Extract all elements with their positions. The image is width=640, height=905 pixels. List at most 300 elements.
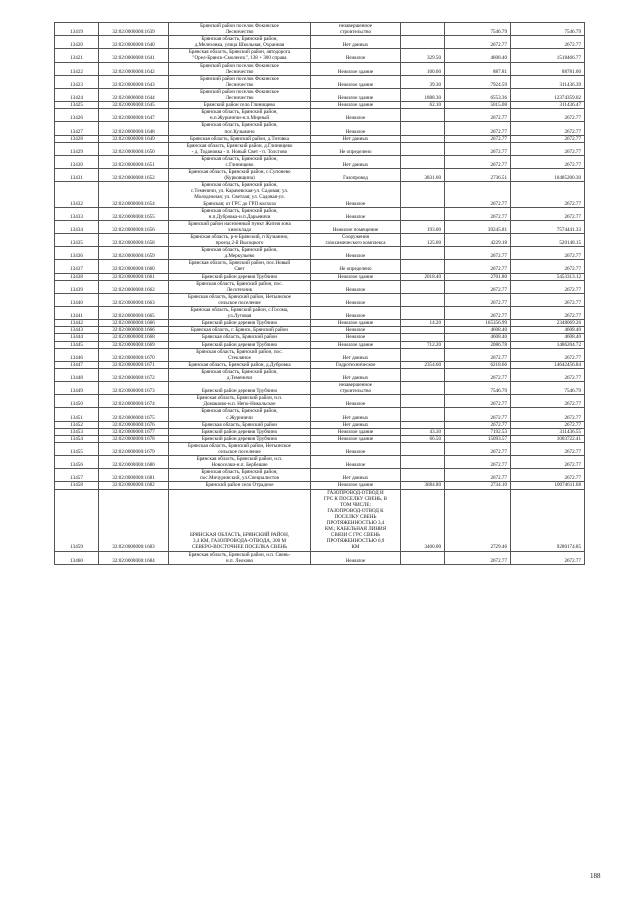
table-row bbox=[55, 348, 585, 361]
area-cell: 2018.40 bbox=[401, 273, 445, 280]
table-row bbox=[55, 341, 585, 348]
object-type-cell: незавершенное строительство bbox=[311, 23, 401, 36]
table-row bbox=[55, 395, 585, 408]
object-type-cell: Нежилое здание bbox=[311, 62, 401, 75]
unit-value-cell: 7192.53 bbox=[445, 428, 511, 435]
object-type-cell: ГАЗОПРОВОД-ОТВОД И ГРС К ПОСЕЛКУ СВЕНЬ, В ТОМ ЧИСЛЕ: ГАЗОПРОВОД-ОТВОД К ПОСЕЛКУ СВЕНЬ ПРОТЯЖЕННОСТЬЮ 3,4 КМ.; КАБЕЛЬНАЯ ЛИНИЯ СВЯЗИ С ГРС СВЕНЬ ПРОТЯЖЕННОСТЬЮ 6,9 КМ bbox=[311, 489, 401, 551]
cadastral-number-cell: 32:02:0000000:1668 bbox=[99, 334, 169, 341]
object-type-cell: Нет данных bbox=[311, 36, 401, 49]
row-number-cell: 13428 bbox=[55, 135, 99, 142]
cadastral-value-cell: 2672.77 bbox=[511, 122, 585, 135]
address-cell: Брянский район село Глинищево bbox=[169, 102, 311, 109]
area-cell bbox=[401, 182, 445, 207]
row-number-cell: 13432 bbox=[55, 182, 99, 207]
address-cell: Брянская область, Брянский район, с.Журиничи bbox=[169, 408, 311, 421]
object-type-cell: Нежилое bbox=[311, 327, 401, 334]
cadastral-value-cell: 2672.77 bbox=[511, 307, 585, 320]
table-row bbox=[55, 489, 585, 551]
cadastral-number-cell: 32:02:0000000:1651 bbox=[99, 155, 169, 168]
address-cell: БРЯНСКАЯ ОБЛАСТЬ, БРЯНСКИЙ РАЙОН, 3,4 КМ, ГАЗОПРОВОДА-ОТВОДА, 300 М СЕВЕРО-ВОСТОЧНЕЕ ПОСЕЛКА СВЕНЬ bbox=[169, 489, 311, 551]
table-row bbox=[55, 155, 585, 168]
table-row bbox=[55, 23, 585, 36]
table-row bbox=[55, 320, 585, 327]
table-row bbox=[55, 551, 585, 564]
address-cell: Брянская область, Брянский район, пос.Мичуринский, ул.Специалистов bbox=[169, 469, 311, 482]
row-number-cell: 13422 bbox=[55, 62, 99, 75]
unit-value-cell: 2672.77 bbox=[445, 142, 511, 155]
object-type-cell: Нет данных bbox=[311, 368, 401, 381]
row-number-cell: 13434 bbox=[55, 220, 99, 233]
area-cell: 712.20 bbox=[401, 341, 445, 348]
address-cell: Брянская область, Брянский район, н.п. Домашово-н.п. Непо-Никольское bbox=[169, 395, 311, 408]
cadastral-number-cell: 32:02:0000000:1679 bbox=[99, 442, 169, 455]
area-cell bbox=[401, 348, 445, 361]
area-cell: 43.30 bbox=[401, 428, 445, 435]
address-cell: Брянский район населенный пункт Житня зона химсклада bbox=[169, 220, 311, 233]
object-type-cell: Нет данных bbox=[311, 348, 401, 361]
cadastral-value-cell: 14642456.84 bbox=[511, 361, 585, 368]
cadastral-number-cell: 32:02:0000000:1641 bbox=[99, 49, 169, 62]
unit-value-cell: 2672.77 bbox=[445, 182, 511, 207]
unit-value-cell: 2672.77 bbox=[445, 408, 511, 421]
table-row bbox=[55, 442, 585, 455]
address-cell: Брянская область, Брянский район bbox=[169, 334, 311, 341]
object-type-cell: Нежилое bbox=[311, 395, 401, 408]
object-type-cell: Нежилое bbox=[311, 307, 401, 320]
table-row bbox=[55, 382, 585, 395]
object-type-cell: Нежилое bbox=[311, 207, 401, 220]
object-type-cell: Нежилое bbox=[311, 122, 401, 135]
table-row bbox=[55, 368, 585, 381]
table-row bbox=[55, 280, 585, 293]
table-row bbox=[55, 247, 585, 260]
address-cell: Брянский район деревня Трубчино bbox=[169, 382, 311, 395]
cadastral-number-cell: 32:02:0000000:1666 bbox=[99, 327, 169, 334]
cadastral-value-cell: 2672.77 bbox=[511, 456, 585, 469]
table-row bbox=[55, 327, 585, 334]
object-type-cell: Нежилое здание bbox=[311, 273, 401, 280]
area-cell bbox=[401, 36, 445, 49]
area-cell: 100.00 bbox=[401, 62, 445, 75]
area-cell bbox=[401, 382, 445, 395]
unit-value-cell: 2672.77 bbox=[445, 368, 511, 381]
cadastral-value-cell: 2672.77 bbox=[511, 442, 585, 455]
address-cell: Брянский район деревня Трубчино bbox=[169, 428, 311, 435]
table-row bbox=[55, 469, 585, 482]
unit-value-cell: 165356.99 bbox=[445, 320, 511, 327]
cadastral-number-cell: 32:02:0000000:1683 bbox=[99, 489, 169, 551]
cadastral-value-cell: 12374359.02 bbox=[511, 88, 585, 101]
object-type-cell: Нет данных bbox=[311, 135, 401, 142]
cadastral-number-cell: 32:02:0000000:1681 bbox=[99, 469, 169, 482]
table-row bbox=[55, 220, 585, 233]
address-cell: Брянский район поселок Фокинское Лесничество bbox=[169, 23, 311, 36]
cadastral-number-cell: 32:02:0000000:1682 bbox=[99, 482, 169, 489]
unit-value-cell: 2672.77 bbox=[445, 442, 511, 455]
object-type-cell: незавершенное строительство bbox=[311, 382, 401, 395]
table-row bbox=[55, 408, 585, 421]
object-type-cell: Нежилое здание bbox=[311, 320, 401, 327]
cadastral-value-cell: 7546.79 bbox=[511, 382, 585, 395]
area-cell bbox=[401, 247, 445, 260]
cadastral-number-cell: 32:02:0000000:1644 bbox=[99, 88, 169, 101]
object-type-cell: Сооружения газохимического комплекса bbox=[311, 234, 401, 247]
table-row bbox=[55, 88, 585, 101]
cadastral-number-cell: 32:02:0000000:1654 bbox=[99, 182, 169, 207]
cadastral-value-cell: 311436.55 bbox=[511, 428, 585, 435]
table-row bbox=[55, 273, 585, 280]
cadastral-number-cell: 32:02:0000000:1674 bbox=[99, 395, 169, 408]
cadastral-number-cell: 32:02:0000000:1661 bbox=[99, 273, 169, 280]
unit-value-cell: 2729.46 bbox=[445, 489, 511, 551]
address-cell: Брянская область, р-н Брянский, п Кузьмино, проезд 2-й Высоцкого bbox=[169, 234, 311, 247]
row-number-cell: 13438 bbox=[55, 273, 99, 280]
unit-value-cell: 7546.79 bbox=[445, 23, 511, 36]
unit-value-cell: 2701.80 bbox=[445, 273, 511, 280]
address-cell: Брянская область, Брянский район, с.Госома, ул.Луговая bbox=[169, 307, 311, 320]
cadastral-number-cell: 32:02:0000000:1677 bbox=[99, 428, 169, 435]
address-cell: Брянская область, Брянский район, н.п. Свень- н.п. Леохово bbox=[169, 551, 311, 564]
row-number-cell: 13439 bbox=[55, 280, 99, 293]
unit-value-cell: 6553.36 bbox=[445, 88, 511, 101]
cadastral-value-cell: 2672.77 bbox=[511, 469, 585, 482]
area-cell: 125.00 bbox=[401, 234, 445, 247]
unit-value-cell: 39245.81 bbox=[445, 220, 511, 233]
row-number-cell: 13426 bbox=[55, 109, 99, 122]
cadastral-value-cell: 2672.77 bbox=[511, 395, 585, 408]
row-number-cell: 13445 bbox=[55, 341, 99, 348]
address-cell: Брянская область, Брянский район, с.Супонево (Курковщина) bbox=[169, 169, 311, 182]
address-cell: Брянский район деревня Трубчино bbox=[169, 320, 311, 327]
cadastral-value-cell: 2348069.26 bbox=[511, 320, 585, 327]
area-cell bbox=[401, 155, 445, 168]
object-type-cell: Нежилое здание bbox=[311, 75, 401, 88]
table-row bbox=[55, 102, 585, 109]
address-cell: Брянский район село Отрадное bbox=[169, 482, 311, 489]
cadastral-value-cell: 7574441.33 bbox=[511, 220, 585, 233]
row-number-cell: 13424 bbox=[55, 88, 99, 101]
object-type-cell: Нежилое bbox=[311, 247, 401, 260]
address-cell: Брянская область, г. Брянск, Брянский район bbox=[169, 327, 311, 334]
area-cell bbox=[401, 442, 445, 455]
area-cell: 62.10 bbox=[401, 102, 445, 109]
unit-value-cell: 2734.10 bbox=[445, 482, 511, 489]
unit-value-cell: 5015.08 bbox=[445, 102, 511, 109]
cadastral-value-cell: 2672.77 bbox=[511, 109, 585, 122]
cadastral-number-cell: 32:02:0000000:1642 bbox=[99, 62, 169, 75]
cadastral-number-cell: 32:02:0000000:1680 bbox=[99, 456, 169, 469]
row-number-cell: 13427 bbox=[55, 122, 99, 135]
area-cell bbox=[401, 408, 445, 421]
cadastral-number-cell: 32:02:0000000:1647 bbox=[99, 109, 169, 122]
area-cell: 39.30 bbox=[401, 75, 445, 88]
cadastral-number-cell: 32:02:0000000:1645 bbox=[99, 102, 169, 109]
area-cell bbox=[401, 142, 445, 155]
table-row bbox=[55, 75, 585, 88]
cadastral-value-cell: 5453313.12 bbox=[511, 273, 585, 280]
object-type-cell: Нет данных bbox=[311, 421, 401, 428]
area-cell bbox=[401, 260, 445, 273]
row-number-cell: 13430 bbox=[55, 155, 99, 168]
object-type-cell: Газопровод bbox=[311, 169, 401, 182]
cadastral-number-cell: 32:02:0000000:1672 bbox=[99, 368, 169, 381]
cadastral-number-cell: 32:02:0000000:1659 bbox=[99, 247, 169, 260]
unit-value-cell: 4608.40 bbox=[445, 334, 511, 341]
table-row bbox=[55, 234, 585, 247]
address-cell: Брянская область, Брянский район, д.Мелеховка, улица Школьная, Охранная bbox=[169, 36, 311, 49]
table-row bbox=[55, 122, 585, 135]
cadastral-number-cell: 32:02:0000000:1655 bbox=[99, 207, 169, 220]
object-type-cell: Нежилое здание bbox=[311, 482, 401, 489]
cadastral-value-cell: 2672.77 bbox=[511, 421, 585, 428]
object-type-cell: Нежилое bbox=[311, 293, 401, 306]
table-row bbox=[55, 36, 585, 49]
address-cell: Брянская область, Брянский район, автодорога "Орел-Брянск-Смоленск", 138 + 300 справа bbox=[169, 49, 311, 62]
table-row bbox=[55, 207, 585, 220]
table-row bbox=[55, 334, 585, 341]
area-cell bbox=[401, 280, 445, 293]
row-number-cell: 13448 bbox=[55, 368, 99, 381]
unit-value-cell: 2672.77 bbox=[445, 122, 511, 135]
address-cell: Брянская область, Брянский район, пос.Новый Свет bbox=[169, 260, 311, 273]
row-number-cell: 13459 bbox=[55, 489, 99, 551]
address-cell: Брянский район деревня Трубчино bbox=[169, 273, 311, 280]
unit-value-cell: 2672.77 bbox=[445, 551, 511, 564]
table-row bbox=[55, 142, 585, 155]
object-type-cell: Нежилое bbox=[311, 551, 401, 564]
object-type-cell: Не определено bbox=[311, 142, 401, 155]
unit-value-cell: 15093.57 bbox=[445, 435, 511, 442]
table-row bbox=[55, 62, 585, 75]
unit-value-cell: 2672.77 bbox=[445, 395, 511, 408]
address-cell: Брянская область, Брянский район, с.Глинищево bbox=[169, 155, 311, 168]
table-row bbox=[55, 260, 585, 273]
unit-value-cell: 2672.77 bbox=[445, 307, 511, 320]
area-cell: 1888.30 bbox=[401, 88, 445, 101]
object-type-cell: Не определено bbox=[311, 260, 401, 273]
object-type-cell: Нежилое bbox=[311, 49, 401, 62]
address-cell: Брянская область, Брянский район, с.Теменичи, ул. Карачевская-ул. Садовая; ул. Молодежная; ул. Светлая; ул. Садовая-ул. Брянская; от ГРС до ГРП колхоза bbox=[169, 182, 311, 207]
row-number-cell: 13433 bbox=[55, 207, 99, 220]
unit-value-cell: 7546.79 bbox=[445, 382, 511, 395]
row-number-cell: 13440 bbox=[55, 293, 99, 306]
unit-value-cell: 6218.66 bbox=[445, 361, 511, 368]
row-number-cell: 13441 bbox=[55, 307, 99, 320]
unit-value-cell: 2672.77 bbox=[445, 155, 511, 168]
cadastral-number-cell: 32:02:0000000:1650 bbox=[99, 142, 169, 155]
address-cell: Брянская область, Брянский район, пос. Лесотехник bbox=[169, 280, 311, 293]
unit-value-cell: 7924.59 bbox=[445, 75, 511, 88]
address-cell: Брянская область, Брянский район, д.Глинищево - д. Тодановка - п. Новый Свет - п. Толстово bbox=[169, 142, 311, 155]
table-row bbox=[55, 109, 585, 122]
area-cell bbox=[401, 395, 445, 408]
object-type-cell: Нежилое bbox=[311, 109, 401, 122]
cadastral-value-cell: 2672.77 bbox=[511, 280, 585, 293]
row-number-cell: 13450 bbox=[55, 395, 99, 408]
row-number-cell: 13436 bbox=[55, 247, 99, 260]
area-cell: 3684.80 bbox=[401, 482, 445, 489]
address-cell: Брянский район поселок Фокинское Лесничество bbox=[169, 62, 311, 75]
unit-value-cell: 4229.18 bbox=[445, 234, 511, 247]
area-cell bbox=[401, 334, 445, 341]
object-type-cell: Нежилое здание bbox=[311, 428, 401, 435]
cadastral-number-cell: 32:02:0000000:1648 bbox=[99, 122, 169, 135]
cadastral-value-cell: 2672.77 bbox=[511, 142, 585, 155]
cadastral-number-cell: 32:02:0000000:1675 bbox=[99, 408, 169, 421]
area-cell bbox=[401, 109, 445, 122]
row-number-cell: 13431 bbox=[55, 169, 99, 182]
address-cell: Брянская область, Брянский район, н.п.Дубровка-н.п.Дарьевичи bbox=[169, 207, 311, 220]
address-cell: Брянский район деревня Трубчино bbox=[169, 341, 311, 348]
area-cell bbox=[401, 368, 445, 381]
address-cell: Брянская область, Брянский район, д.Дубровка bbox=[169, 361, 311, 368]
table-row bbox=[55, 361, 585, 368]
cadastral-number-cell: 32:02:0000000:1666 bbox=[99, 320, 169, 327]
row-number-cell: 13447 bbox=[55, 361, 99, 368]
address-cell: Брянская область, Брянский район bbox=[169, 421, 311, 428]
object-type-cell: Гидротехническое bbox=[311, 361, 401, 368]
row-number-cell: 13451 bbox=[55, 408, 99, 421]
table-row bbox=[55, 293, 585, 306]
row-number-cell: 13454 bbox=[55, 435, 99, 442]
address-cell: Брянская область, Брянский район, н.п.Журиничи-н.п.Мирный bbox=[169, 109, 311, 122]
cadastral-number-cell: 32:02:0000000:1656 bbox=[99, 220, 169, 233]
cadastral-value-cell: 10074611.68 bbox=[511, 482, 585, 489]
cadastral-value-cell: 520148.15 bbox=[511, 234, 585, 247]
row-number-cell: 13442 bbox=[55, 320, 99, 327]
unit-value-cell: 2672.77 bbox=[445, 109, 511, 122]
row-number-cell: 13443 bbox=[55, 327, 99, 334]
row-number-cell: 13458 bbox=[55, 482, 99, 489]
cadastral-number-cell: 32:02:0000000:1663 bbox=[99, 293, 169, 306]
unit-value-cell: 2736.51 bbox=[445, 169, 511, 182]
table-row bbox=[55, 307, 585, 320]
object-type-cell: Нет данных bbox=[311, 469, 401, 482]
cadastral-value-cell: 10485200.30 bbox=[511, 169, 585, 182]
area-cell: 3400.00 bbox=[401, 489, 445, 551]
cadastral-number-cell: 32:02:0000000:1639 bbox=[99, 23, 169, 36]
unit-value-cell: 4608.40 bbox=[445, 327, 511, 334]
table-row bbox=[55, 428, 585, 435]
cadastral-number-cell: 32:02:0000000:1660 bbox=[99, 260, 169, 273]
cadastral-value-cell: 1518466.77 bbox=[511, 49, 585, 62]
row-number-cell: 13444 bbox=[55, 334, 99, 341]
row-number-cell: 13425 bbox=[55, 102, 99, 109]
area-cell: 14.20 bbox=[401, 320, 445, 327]
address-cell: Брянская область, Брянский район, д.Меркульево bbox=[169, 247, 311, 260]
unit-value-cell: 2672.77 bbox=[445, 348, 511, 361]
registry-table bbox=[54, 22, 585, 565]
cadastral-value-cell: 2672.77 bbox=[511, 135, 585, 142]
cadastral-number-cell: 32:02:0000000:1662 bbox=[99, 280, 169, 293]
row-number-cell: 13460 bbox=[55, 551, 99, 564]
area-cell bbox=[401, 421, 445, 428]
cadastral-value-cell: 1003722.41 bbox=[511, 435, 585, 442]
cadastral-number-cell: 32:02:0000000:1671 bbox=[99, 361, 169, 368]
area-cell: 2354.60 bbox=[401, 361, 445, 368]
cadastral-number-cell: 32:02:0000000:1678 bbox=[99, 435, 169, 442]
address-cell: Брянская область, Брянский район, д.Титовка bbox=[169, 135, 311, 142]
area-cell bbox=[401, 207, 445, 220]
registry-sheet bbox=[54, 22, 584, 565]
cadastral-value-cell: 2672.77 bbox=[511, 207, 585, 220]
unit-value-cell: 2672.77 bbox=[445, 280, 511, 293]
cadastral-value-cell: 88781.00 bbox=[511, 62, 585, 75]
area-cell bbox=[401, 23, 445, 36]
object-type-cell: Нежилое bbox=[311, 334, 401, 341]
row-number-cell: 13455 bbox=[55, 442, 99, 455]
cadastral-value-cell: 4608.40 bbox=[511, 327, 585, 334]
cadastral-value-cell: 311436.47 bbox=[511, 102, 585, 109]
area-cell: 329.50 bbox=[401, 49, 445, 62]
table-row bbox=[55, 135, 585, 142]
address-cell: Брянская область, Брянский район, Нетьинское сельское поселение bbox=[169, 293, 311, 306]
cadastral-value-cell: 2672.77 bbox=[511, 293, 585, 306]
cadastral-number-cell: 32:02:0000000:1670 bbox=[99, 348, 169, 361]
table-row bbox=[55, 456, 585, 469]
cadastral-value-cell: 2672.77 bbox=[511, 182, 585, 207]
area-cell: 193.00 bbox=[401, 220, 445, 233]
cadastral-value-cell: 2672.77 bbox=[511, 348, 585, 361]
table-row bbox=[55, 182, 585, 207]
address-cell: Брянская область, Брянский район, д.Теменичи bbox=[169, 368, 311, 381]
cadastral-value-cell: 2672.77 bbox=[511, 408, 585, 421]
cadastral-number-cell: 32:02:0000000:1684 bbox=[99, 551, 169, 564]
cadastral-number-cell: 32:02:0000000:1640 bbox=[99, 36, 169, 49]
cadastral-value-cell: 311436.39 bbox=[511, 75, 585, 88]
address-cell: Брянский район поселок Фокинское Лесничество bbox=[169, 88, 311, 101]
cadastral-number-cell: 32:02:0000000:1669 bbox=[99, 341, 169, 348]
unit-value-cell: 2672.77 bbox=[445, 469, 511, 482]
unit-value-cell: 887.81 bbox=[445, 62, 511, 75]
page-number: 188 bbox=[590, 872, 601, 880]
row-number-cell: 13435 bbox=[55, 234, 99, 247]
object-type-cell: Нежилое bbox=[311, 442, 401, 455]
area-cell bbox=[401, 327, 445, 334]
address-cell: Брянский район поселок Фокинское Лесничество bbox=[169, 75, 311, 88]
cadastral-value-cell: 4608.40 bbox=[511, 334, 585, 341]
unit-value-cell: 2672.77 bbox=[445, 207, 511, 220]
cadastral-number-cell: 32:02:0000000:1649 bbox=[99, 135, 169, 142]
row-number-cell: 13446 bbox=[55, 348, 99, 361]
row-number-cell: 13420 bbox=[55, 36, 99, 49]
cadastral-value-cell: 2672.77 bbox=[511, 155, 585, 168]
object-type-cell: Нежилое здание bbox=[311, 102, 401, 109]
cadastral-number-cell: 32:02:0000000:1673 bbox=[99, 382, 169, 395]
object-type-cell: Нежилое здание bbox=[311, 435, 401, 442]
row-number-cell: 13452 bbox=[55, 421, 99, 428]
unit-value-cell: 2672.77 bbox=[445, 421, 511, 428]
area-cell bbox=[401, 122, 445, 135]
cadastral-value-cell: 2672.77 bbox=[511, 36, 585, 49]
cadastral-value-cell: 2672.77 bbox=[511, 368, 585, 381]
object-type-cell: Нет данных bbox=[311, 408, 401, 421]
object-type-cell: Нежилое помещение bbox=[311, 220, 401, 233]
cadastral-number-cell: 32:02:0000000:1658 bbox=[99, 234, 169, 247]
row-number-cell: 13456 bbox=[55, 456, 99, 469]
object-type-cell: Нежилое bbox=[311, 456, 401, 469]
cadastral-number-cell: 32:02:0000000:1676 bbox=[99, 421, 169, 428]
object-type-cell: Нежилое здание bbox=[311, 88, 401, 101]
row-number-cell: 13437 bbox=[55, 260, 99, 273]
address-cell: Брянская область, Брянский район, н.п. Новоселки-н.п. Бербешие bbox=[169, 456, 311, 469]
area-cell: 3831.60 bbox=[401, 169, 445, 182]
address-cell: Брянская область, Брянский район, пос.Кузьмино bbox=[169, 122, 311, 135]
cadastral-number-cell: 32:02:0000000:1652 bbox=[99, 169, 169, 182]
area-cell bbox=[401, 307, 445, 320]
table-row bbox=[55, 421, 585, 428]
unit-value-cell: 2672.77 bbox=[445, 260, 511, 273]
